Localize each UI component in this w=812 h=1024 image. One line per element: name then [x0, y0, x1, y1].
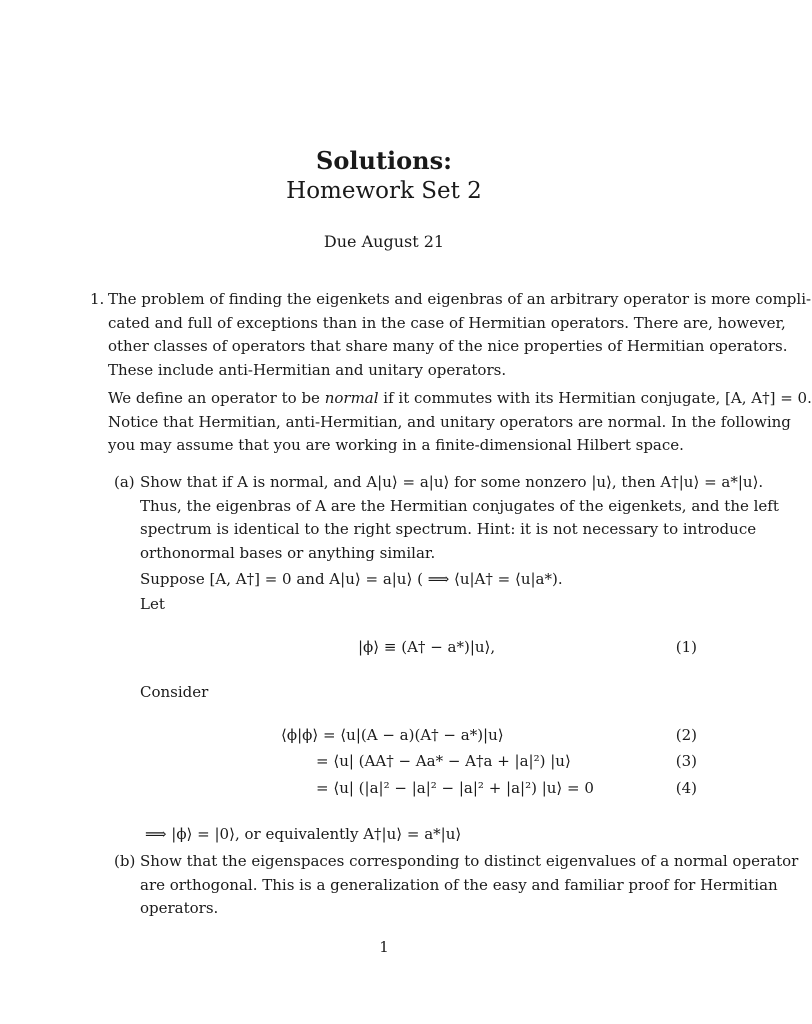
normal-definition — [108, 387, 812, 458]
equation-2: ⟨ϕ|ϕ⟩ = ⟨u|(A − a)(A† − a*)|u⟩ — [281, 726, 504, 744]
conclusion-line: ⟹ |ϕ⟩ = |0⟩, or equivalently A†|u⟩ = a*|u⟩ — [145, 825, 462, 843]
intro-line: The problem of finding the eigenkets and eigenbras of an arbitrary operator is more compli- — [108, 290, 812, 308]
definition-line: We define an operator to be normal if it commutes with its Hermitian conjugate, [A, A†] = 0. — [108, 389, 812, 407]
part-a-label: (a) — [114, 473, 135, 491]
part-b-statement — [140, 850, 799, 921]
equation-4-number: (4) — [675, 779, 697, 797]
part-a-statement — [140, 471, 779, 565]
let-line: Let — [140, 595, 165, 613]
definition-line: Notice that Hermitian, anti-Hermitian, and unitary operators are normal. In the following — [108, 412, 791, 431]
part-b-line: operators. — [140, 899, 219, 917]
part-b-label: (b) — [114, 852, 136, 870]
part-b-line: are orthogonal. This is a generalization of the easy and familiar proof for Hermitian — [140, 875, 778, 894]
problem-number: 1. — [90, 290, 105, 308]
intro-line: other classes of operators that share many of the nice properties of Hermitian operators. — [108, 337, 788, 355]
equation-1: |ϕ⟩ ≡ (A† − a*)|u⟩, — [358, 638, 496, 656]
definition-line: you may assume that you are working in a finite-dimensional Hilbert space. — [108, 436, 684, 454]
emphasis-normal: normal — [324, 389, 379, 407]
equation-4: = ⟨u| (|a|² − |a|² − |a|² + |a|²) |u⟩ = 0 — [316, 779, 594, 797]
page-number: 1 — [379, 938, 389, 956]
equation-3-number: (3) — [675, 752, 697, 770]
consider-line: Consider — [140, 683, 209, 701]
intro-line: These include anti-Hermitian and unitary operators. — [108, 360, 507, 379]
equation-2-number: (2) — [675, 726, 697, 744]
due-date: Due August 21 — [323, 232, 445, 251]
part-a-line: Thus, the eigenbras of A are the Hermitian conjugates of the eigenkets, and the left — [140, 496, 779, 515]
part-a-line: orthonormal bases or anything similar. — [140, 543, 436, 562]
part-a-line: spectrum is identical to the right spectrum. Hint: it is not necessary to introduce — [140, 520, 757, 538]
document-title: Solutions: — [316, 146, 452, 175]
part-a-line: Show that if A is normal, and A|u⟩ = a|u⟩ for some nonzero |u⟩, then A†|u⟩ = a*|u⟩. — [140, 473, 764, 491]
equation-1-number: (1) — [675, 638, 697, 656]
document-subtitle: Homework Set 2 — [286, 178, 482, 204]
suppose-line: Suppose [A, A†] = 0 and A|u⟩ = a|u⟩ ( ⟹ ⟨u|A† = ⟨u|a*). — [140, 570, 563, 588]
intro-line: cated and full of exceptions than in the case of Hermitian operators. There are, however, — [108, 313, 786, 332]
equation-3: = ⟨u| (AA† − Aa* − A†a + |a|²) |u⟩ — [316, 752, 571, 770]
part-b-line: Show that the eigenspaces corresponding to distinct eigenvalues of a normal operator — [140, 852, 799, 870]
problem-intro — [108, 288, 812, 382]
